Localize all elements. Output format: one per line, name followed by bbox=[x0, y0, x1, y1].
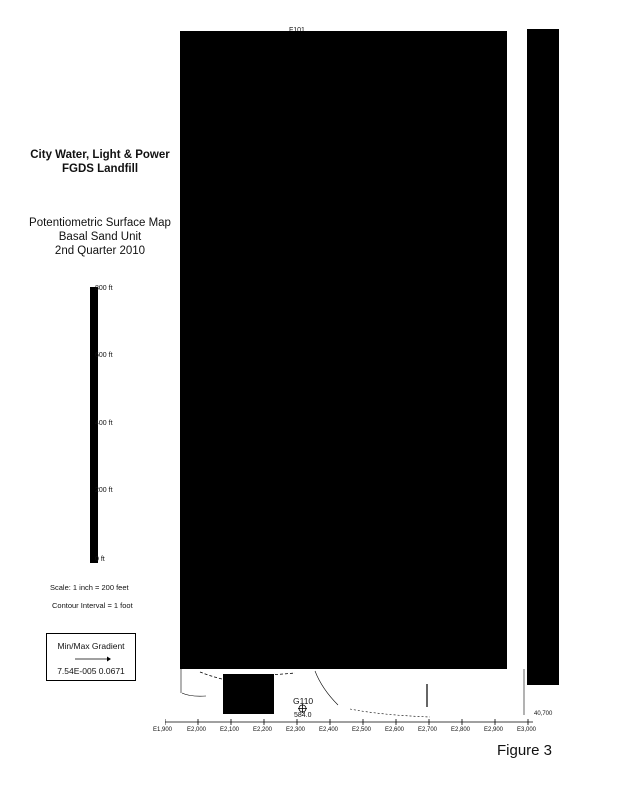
gradient-box bbox=[46, 633, 136, 681]
map-title-line-2: FGDS Landfill bbox=[61, 163, 139, 175]
x-axis-label: E2,500 bbox=[352, 727, 372, 733]
well-value: 584.0 bbox=[294, 712, 312, 719]
x-axis-label: E3,000 bbox=[517, 727, 537, 733]
map-title-line-1: City Water, Light & Power bbox=[30, 149, 170, 161]
map-lower-block bbox=[223, 674, 274, 714]
scale-tick-label: 200 ft bbox=[95, 487, 113, 494]
scale-tick-label: 400 ft bbox=[95, 420, 113, 427]
map-subtitle bbox=[14, 216, 186, 258]
scale-note: Scale: 1 inch = 200 feet bbox=[50, 583, 129, 592]
x-axis-label: E1,900 bbox=[153, 727, 173, 733]
right-axis-label: 40,700 bbox=[534, 711, 553, 717]
well-label: G110 bbox=[293, 696, 314, 706]
map-title bbox=[14, 148, 186, 176]
map-side-panel bbox=[527, 29, 559, 685]
map-subtitle-line-2: Basal Sand Unit bbox=[58, 231, 142, 243]
map-image-dark bbox=[180, 31, 507, 669]
scale-tick-label: 0 ft bbox=[95, 556, 105, 563]
gradient-arrow-icon bbox=[75, 656, 111, 662]
x-axis-label: E2,400 bbox=[319, 727, 339, 733]
x-axis-label: E2,000 bbox=[187, 727, 207, 733]
map-subtitle-line-1: Potentiometric Surface Map bbox=[29, 217, 171, 229]
x-axis-label: E2,700 bbox=[418, 727, 438, 733]
gradient-values: 7.54E-005 0.0671 bbox=[57, 666, 125, 676]
x-axis-label: E2,300 bbox=[286, 727, 306, 733]
gradient-title: Min/Max Gradient bbox=[57, 641, 125, 651]
scale-tick-label: 800 ft bbox=[95, 285, 113, 292]
x-axis-label: E2,600 bbox=[385, 727, 405, 733]
map-subtitle-line-3: 2nd Quarter 2010 bbox=[54, 245, 146, 257]
x-axis-label: E2,800 bbox=[451, 727, 471, 733]
x-axis-label: E2,900 bbox=[484, 727, 504, 733]
scale-tick-label: 600 ft bbox=[95, 352, 113, 359]
x-axis-label: E2,200 bbox=[253, 727, 273, 733]
x-axis-label: E2,100 bbox=[220, 727, 240, 733]
contour-interval-note: Contour Interval = 1 foot bbox=[52, 601, 133, 610]
figure-label: Figure 3 bbox=[497, 742, 553, 759]
